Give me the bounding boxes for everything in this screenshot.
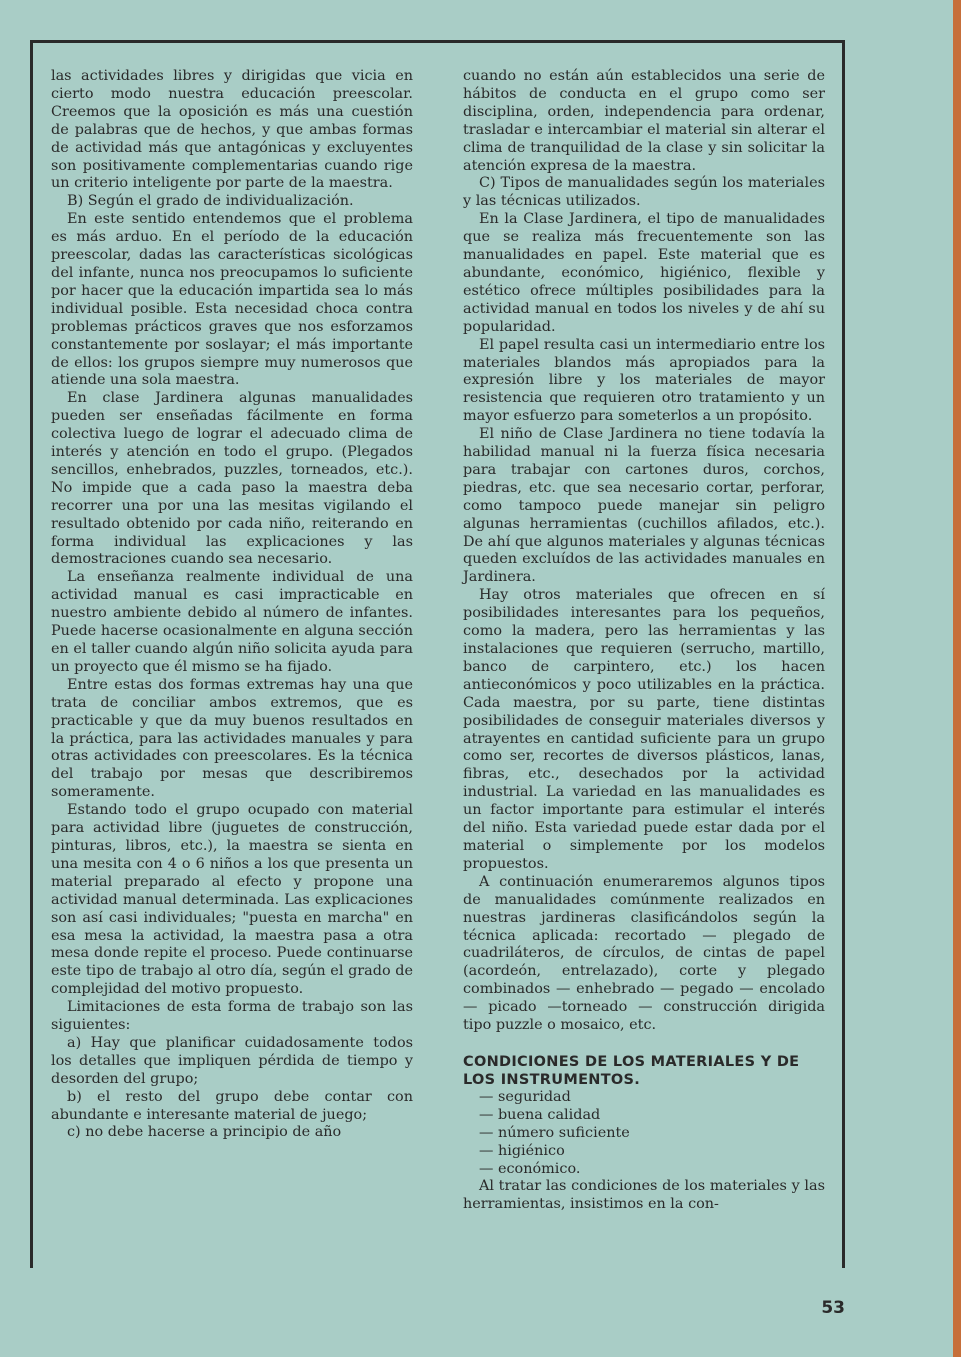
- paragraph: A continuación enumeraremos algunos tipos de manualidades comúnmente realizados en nuestras jardineras clasificándolos según la técnica aplicada: recortado — plegado de cuadriláteros, de círculos, de cintas de papel (acordeón, entrelazado), corte y plegado combinados — enhebrado — pegado — encolado — picado —torneado — construcción dirigida tipo puzzle o mosaico, etc.: [463, 873, 825, 1034]
- limitation-b: b) el resto del grupo debe contar con abundante e interesante material de juego;: [51, 1088, 413, 1123]
- limitation-c: c) no debe hacerse a principio de año: [67, 1124, 342, 1141]
- list-item: — seguridad: [479, 1088, 571, 1105]
- paragraph: En la Clase Jardinera, el tipo de manualidades que se realiza más frecuentemente son las manualidades en papel. Este material que es abundante, económico, higiénico, flexible y estético ofrece múltiples posibilidades para la actividad manual en todos los niveles y de ahí su popularidad.: [463, 211, 825, 335]
- paragraph: En este sentido entendemos que el problema es más arduo. En el período de la educación preescolar, dadas las características sicológicas del infante, nunca nos preocupamos lo suficiente por hacer que la educación impartida sea lo más individual posible. Esta necesidad choca contra problemas prácticos graves que nos esforzamos constantemente por soslayar; el más importante de ellos: los grupos siempre muy numerosos que atiende una sola maestra.: [51, 211, 413, 389]
- paragraph: Entre estas dos formas extremas hay una que trata de conciliar ambos extremos, que es practicable y que da muy buenos resultados en la práctica, para las actividades manuales y para otras actividades con preescolares. Es la técnica del trabajo por mesas que describiremos someramente.: [51, 676, 413, 801]
- paragraph: Estando todo el grupo ocupado con material para actividad libre (juguetes de construcción, pinturas, libros, etc.), la maestra se sienta en una mesita con 4 o 6 niños a los que presenta un material preparado al efecto y propone una actividad manual determinada. Las explicaciones son así casi individuales; "puesta en marcha" en esa mesa la actividad, la maestra pasa a otra mesa donde repite el proceso. Puede continuarse este tipo de trabajo al otro día, según el grado de complejidad del motivo propuesto.: [51, 802, 413, 998]
- paragraph: Limitaciones de esta forma de trabajo son las siguientes:: [51, 999, 413, 1034]
- paragraph: El niño de Clase Jardinera no tiene todavía la habilidad manual ni la fuerza física necesaria para trabajar con cartones duros, corchos, piedras, etc. que sea necesario cortar, perforar, como tampoco puede manejar sin peligro algunas herramientas (cuchillos afilados, etc.). De ahí que algunos materiales y algunas técnicas queden excluídos de las actividades manuales en Jardinera.: [463, 426, 825, 586]
- conditions-list: [463, 1089, 825, 1179]
- limitation-a: a) Hay que planificar cuidadosamente todos los detalles que impliquen pérdida de tiempo y desorden del grupo;: [51, 1034, 413, 1087]
- paragraph: las actividades libres y dirigidas que vicia en cierto modo nuestra educación preescolar. Creemos que la oposición es más una cuestión de palabras que de hechos, y que ambas formas de actividad más que antagónicas y excluyentes son positivamente complementarias cuando rige un criterio inteligente por parte de la maestra.: [51, 68, 413, 192]
- list-item: — económico.: [479, 1160, 581, 1177]
- paragraph: Al tratar las condiciones de los materiales y las herramientas, insistimos en la con-: [463, 1178, 825, 1213]
- paragraph: En clase Jardinera algunas manualidades pueden ser enseñadas fácilmente en forma colectiva luego de lograr el adecuado clima de interés y atención en todo el grupo. (Plegados sencillos, enhebrados, puzzles, torneados, etc.). No impide que a cada paso la maestra deba recorrer una por una las mesitas vigilando el resultado obtenido por cada niño, reiterando en forma individual las explicaciones y las demostraciones cuando sea necesario.: [51, 390, 413, 568]
- paragraph: cuando no están aún establecidos una serie de hábitos de conducta en el grupo como ser disciplina, orden, independencia para ordenar, trasladar e intercambiar el material sin alterar el clima de tranquilidad de la clase y sin solicitar la atención expresa de la maestra.: [463, 68, 825, 174]
- list-item: — número suficiente: [479, 1124, 630, 1141]
- paragraph: La enseñanza realmente individual de una actividad manual es casi impracticable en nuestro ambiente debido al número de infantes. Puede hacerse ocasionalmente en alguna sección en el taller cuando algún niño solicita ayuda para un proyecto que él mismo se ha fijado.: [51, 569, 413, 675]
- right-column: [463, 68, 825, 1214]
- section-b-title: B) Según el grado de individualización.: [67, 193, 354, 210]
- list-item: — higiénico: [479, 1142, 565, 1159]
- paragraph: Hay otros materiales que ofrecen en sí posibilidades interesantes para los pequeños, como la madera, pero las herramientas y las instalaciones que requieren (serrucho, martillo, banco de carpintero, etc.) los hacen antieconómicos y poco utilizables en la práctica. Cada maestra, por su parte, tiene distintas posibilidades de conseguir materiales diversos y atrayentes en cantidad suficiente para un grupo como ser, recortes de diversos plásticos, lanas, fibras, etc., desechados por la actividad industrial. La variedad en las manualidades es un factor importante para estimular el interés del niño. Esta variedad puede estar dada por el material o simplemente por los modelos propuestos.: [463, 587, 825, 872]
- section-heading: CONDICIONES DE LOS MATERIALES Y DE LOS INSTRUMENTOS.: [463, 1053, 800, 1088]
- list-item: — buena calidad: [479, 1106, 601, 1123]
- paragraph: El papel resulta casi un intermediario entre los materiales blandos más apropiados para la expresión libre y los materiales de mayor resistencia que requieren otro tratamiento y un mayor esfuerzo para someterlos a un propósito.: [463, 336, 825, 425]
- left-column: [51, 68, 413, 1142]
- section-c-title: C) Tipos de manualidades según los materiales y las técnicas utilizados.: [463, 175, 825, 210]
- page-edge: [953, 0, 961, 1357]
- page-number: 53: [821, 1298, 845, 1318]
